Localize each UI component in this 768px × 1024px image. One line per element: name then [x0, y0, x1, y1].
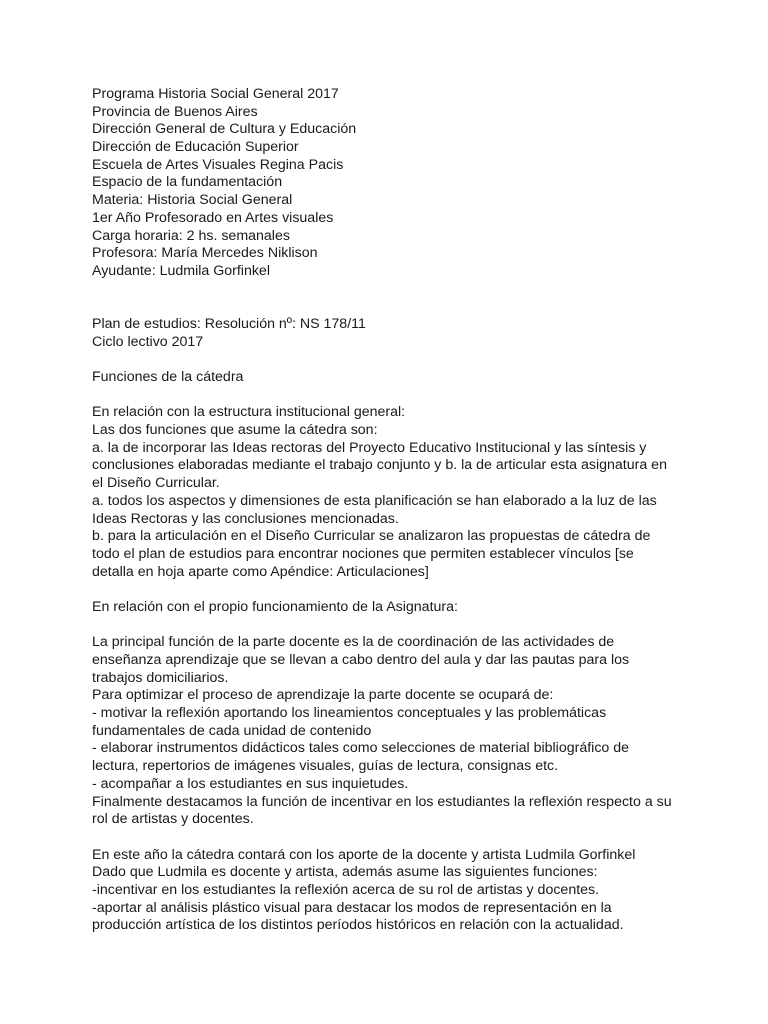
- paragraph-line: todo el plan de estudios para encontrar nociones que permiten establecer vínculos [se: [92, 545, 634, 562]
- paragraph-line: Las dos funciones que asume la cátedra son:: [92, 422, 378, 439]
- paragraph-line: Dado que Ludmila es docente y artista, además asume las siguientes funciones:: [92, 864, 598, 881]
- section-heading-asignatura: En relación con el propio funcionamiento de la Asignatura:: [92, 598, 458, 615]
- paragraph-line: - acompañar a los estudiantes en sus inquietudes.: [92, 775, 409, 792]
- institucional-block: [92, 404, 692, 581]
- paragraph-line: fundamentales de cada unidad de contenido: [92, 722, 372, 739]
- header-line: Profesora: María Mercedes Niklison: [92, 245, 318, 262]
- paragraph-line: Para optimizar el proceso de aprendizaje la parte docente se ocupará de:: [92, 687, 554, 704]
- docente-block: [92, 634, 692, 829]
- paragraph-line: - elaborar instrumentos didácticos tales como selecciones de material bibliográfico de: [92, 740, 630, 757]
- header-line: Materia: Historia Social General: [92, 192, 293, 209]
- paragraph-line: lectura, repertorios de imágenes visuales, guías de lectura, consignas etc.: [92, 758, 559, 775]
- paragraph-line: a. la de incorporar las Ideas rectoras del Proyecto Educativo Institucional y las síntesis y: [92, 439, 647, 456]
- spacer: [92, 617, 692, 635]
- header-line: Dirección de Educación Superior: [92, 139, 299, 156]
- paragraph-line: trabajos domiciliarios.: [92, 669, 229, 686]
- spacer: [92, 829, 692, 847]
- paragraph-line: enseñanza aprendizaje que se llevan a cabo dentro del aula y dar las pautas para los: [92, 652, 630, 669]
- paragraph-line: Ideas Rectoras y las conclusiones mencionadas.: [92, 510, 399, 527]
- paragraph-line: a. todos los aspectos y dimensiones de esta planificación se han elaborado a la luz de las: [92, 492, 657, 509]
- header-line: 1er Año Profesorado en Artes visuales: [92, 209, 334, 226]
- spacer: [92, 281, 692, 316]
- paragraph-line: -incentivar en los estudiantes la reflexión acerca de su rol de artistas y docentes.: [92, 881, 600, 898]
- document-page: [92, 86, 692, 935]
- section-heading-funciones: Funciones de la cátedra: [92, 369, 244, 386]
- paragraph-line: el Diseño Curricular.: [92, 475, 220, 492]
- paragraph-line: En este año la cátedra contará con los aporte de la docente y artista Ludmila Gorfinkel: [92, 846, 636, 863]
- paragraph-line: La principal función de la parte docente es la de coordinación de las actividades de: [92, 634, 615, 651]
- plan-line: Plan de estudios: Resolución nº: NS 178/11: [92, 315, 366, 332]
- paragraph-line: detalla en hoja aparte como Apéndice: Articulaciones]: [92, 563, 429, 580]
- spacer: [92, 581, 692, 599]
- paragraph-line: conclusiones elaboradas mediante el trabajo conjunto y b. la de articular esta asignatura en: [92, 457, 667, 474]
- plan-block: [92, 316, 692, 351]
- paragraph-line: b. para la articulación en el Diseño Curricular se analizaron las propuestas de cátedra de: [92, 528, 651, 545]
- spacer: [92, 387, 692, 405]
- paragraph-line: producción artística de los distintos períodos históricos en relación con la actualidad.: [92, 917, 624, 934]
- paragraph-line: -aportar al análisis plástico visual para destacar los modos de representación en la: [92, 899, 612, 916]
- header-line: Dirección General de Cultura y Educación: [92, 121, 357, 138]
- header-line: Ayudante: Ludmila Gorfinkel: [92, 262, 270, 279]
- paragraph-line: Finalmente destacamos la función de incentivar en los estudiantes la reflexión respecto a su: [92, 793, 672, 810]
- paragraph-line: En relación con la estructura institucional general:: [92, 404, 406, 421]
- header-line: Espacio de la fundamentación: [92, 174, 283, 191]
- paragraph-line: rol de artistas y docentes.: [92, 811, 254, 828]
- header-line: Programa Historia Social General 2017: [92, 86, 339, 102]
- header-line: Escuela de Artes Visuales Regina Pacis: [92, 156, 344, 173]
- header-block: [92, 86, 692, 281]
- header-line: Carga horaria: 2 hs. semanales: [92, 227, 290, 244]
- header-line: Provincia de Buenos Aires: [92, 103, 258, 120]
- plan-line: Ciclo lectivo 2017: [92, 333, 204, 350]
- ayudante-block: [92, 847, 692, 935]
- spacer: [92, 351, 692, 369]
- paragraph-line: - motivar la reflexión aportando los lineamientos conceptuales y las problemáticas: [92, 705, 607, 722]
